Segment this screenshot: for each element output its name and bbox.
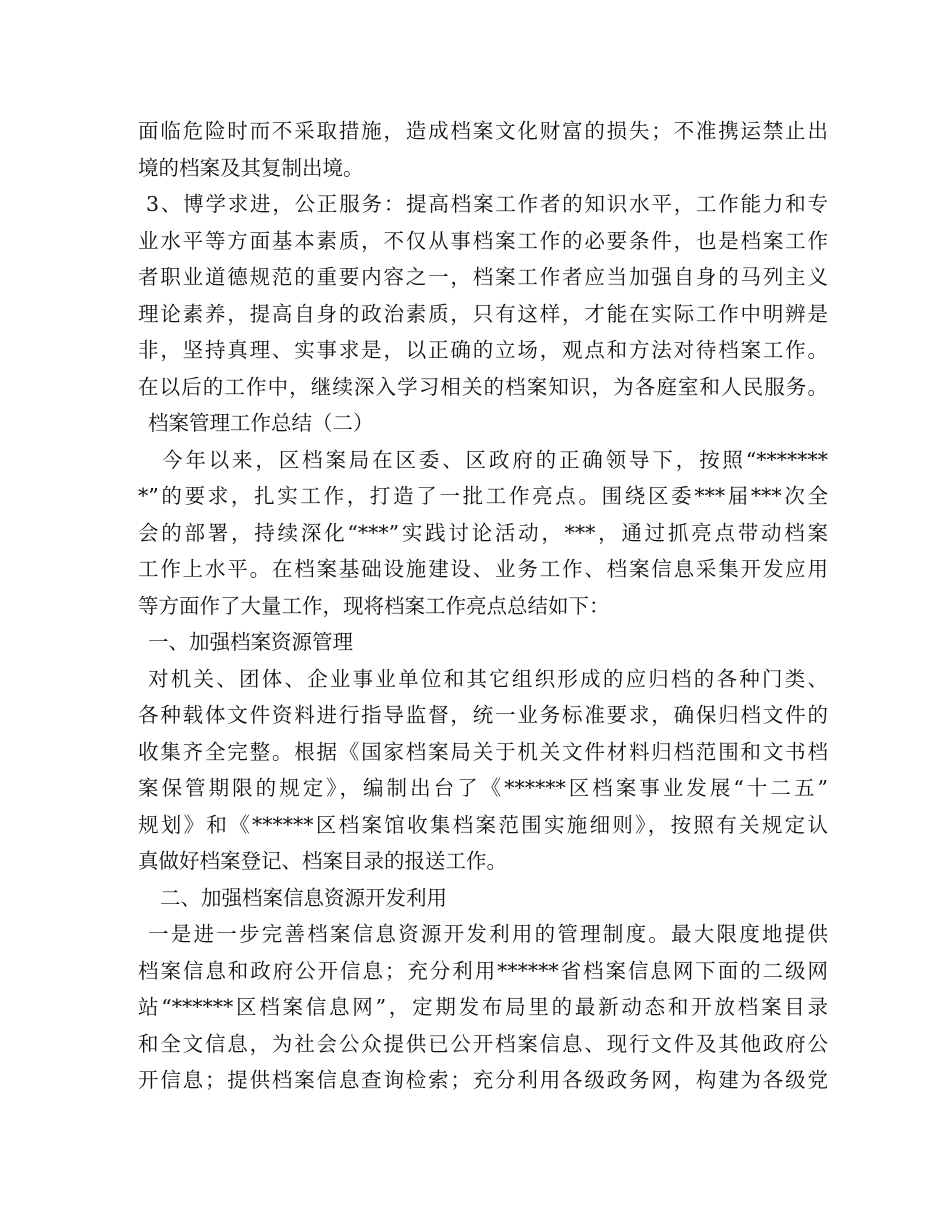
text-line: 一、加强档案资源管理 (148, 630, 353, 654)
text-line: 开信息；提供档案信息查询检索；充分利用各级政务网，构建为各级党 (138, 1068, 828, 1092)
text-line: 二、加强档案信息资源开发利用 (160, 885, 447, 910)
text-line: 规划》和《******区档案馆收集档案范围实施细则》，按照有关规定认 (138, 812, 828, 837)
text-line: 在以后的工作中，继续深入学习相关的档案知识，为各庭室和人民服务。 (138, 374, 828, 399)
text-line: 各种载体文件资料进行指导监督，统一业务标准要求，确保归档文件的 (138, 703, 828, 727)
text-line: *”的要求，扎实工作，打造了一批工作亮点。围绕区委***届***次全 (138, 484, 828, 508)
text-line: 一是进一步完善档案信息资源开发利用的管理制度。最大限度地提供 (148, 922, 828, 946)
text-line: 对机关、团体、企业事业单位和其它组织形成的应归档的各种门类、 (148, 666, 828, 691)
text-line: 境的档案及其复制出境。 (138, 155, 364, 180)
text-line: 档案信息和政府公开信息；充分利用******省档案信息网下面的二级网 (138, 958, 828, 983)
text-line: 工作上水平。在档案基础设施建设、业务工作、档案信息采集开发应用 (138, 557, 828, 581)
text-line: 站“******区档案信息网”，定期发布局里的最新动态和开放档案目录 (138, 995, 828, 1019)
text-line: 收集齐全完整。根据《国家档案局关于机关文件材料归档范围和文书档 (138, 739, 828, 764)
text-line: 面临危险时而不采取措施，造成档案文化财富的损失；不准携运禁止出 (138, 119, 828, 143)
text-line: 业水平等方面基本素质，不仅从事档案工作的必要条件，也是档案工作 (138, 228, 828, 253)
document-body (138, 113, 828, 1099)
text-line: 今年以来，区档案局在区委、区政府的正确领导下，按照“******* (162, 447, 828, 472)
text-line: 档案管理工作总结（二） (148, 411, 374, 435)
text-line: 真做好档案登记、档案目录的报送工作。 (138, 849, 507, 873)
text-line: 3、博学求进，公正服务：提高档案工作者的知识水平，工作能力和专 (146, 192, 828, 216)
text-line: 案保管期限的规定》，编制出台了《******区档案事业发展“十二五” (138, 776, 828, 800)
text-line: 等方面作了大量工作，现将档案工作亮点总结如下： (138, 593, 610, 618)
text-line: 者职业道德规范的重要内容之一，档案工作者应当加强自身的马列主义 (138, 265, 828, 289)
text-line: 和全文信息，为社会公众提供已公开档案信息、现行文件及其他政府公 (138, 1031, 828, 1056)
text-line: 会的部署，持续深化“***”实践讨论活动，***，通过抓亮点带动档案 (138, 520, 828, 545)
text-line: 理论素养，提高自身的政治素质，只有这样，才能在实际工作中明辨是 (138, 301, 828, 326)
text-line: 非，坚持真理、实事求是，以正确的立场，观点和方法对待档案工作。 (138, 338, 828, 362)
